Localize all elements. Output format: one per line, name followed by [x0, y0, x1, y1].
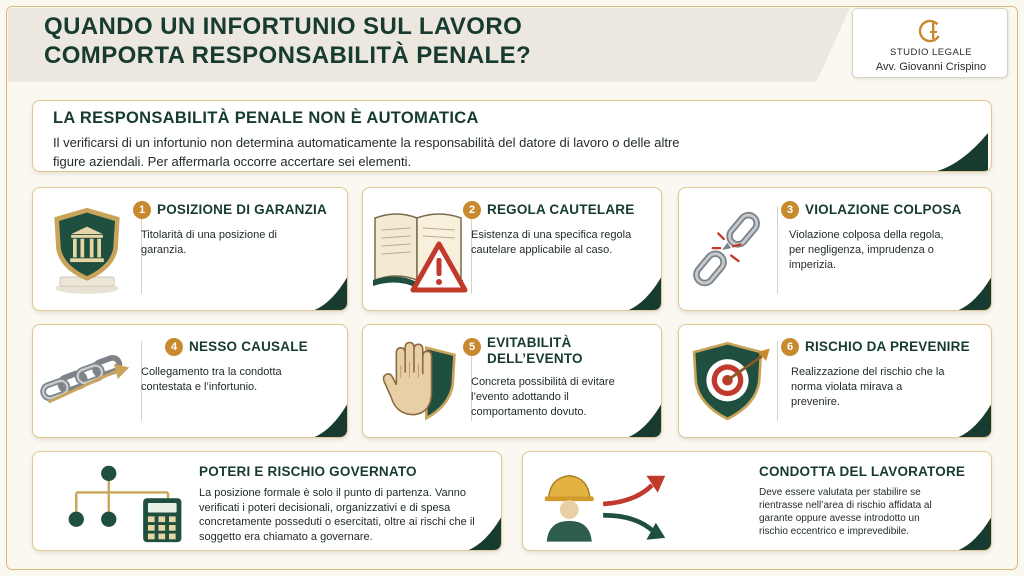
worker-text: Deve essere valutata per stabilire se rientrasse nell’area di rischio affidata al garante oppure avesse introdotto un rischio eccentrico e imprevedibile.	[759, 487, 932, 537]
element-card-1	[32, 187, 348, 311]
element-title: REGOLA CAUTELARE	[487, 202, 635, 217]
target-shield-icon	[687, 333, 775, 431]
element-title: EVITABILITÀ DELL’EVENTO	[487, 335, 583, 366]
corner-accent	[623, 401, 662, 438]
title-line-1: QUANDO UN INFORTUNIO SUL LAVORO	[44, 13, 523, 40]
intro-card	[32, 100, 992, 172]
element-number: 6	[781, 338, 799, 356]
element-number: 5	[463, 338, 481, 356]
element-title: RISCHIO DA PREVENIRE	[805, 339, 970, 354]
corner-accent	[309, 274, 348, 311]
hand-shield-icon	[377, 335, 465, 431]
element-number: 4	[165, 338, 183, 356]
element-text: Concreta possibilità di evitare l’evento adottando il comportamento dovuto.	[471, 376, 615, 418]
card-divider	[777, 341, 778, 421]
book-warning-icon	[369, 202, 469, 296]
element-card-4	[32, 324, 348, 438]
corner-accent	[463, 514, 502, 551]
corner-accent	[953, 274, 992, 311]
worker-card	[522, 451, 992, 551]
org-chart-calculator-icon	[61, 460, 189, 546]
element-card-6	[678, 324, 992, 438]
card-divider	[777, 206, 778, 294]
logo-firm-name: STUDIO LEGALE	[890, 47, 972, 58]
element-text: Collegamento tra la condotta contestata e l’infortunio.	[141, 366, 282, 393]
worker-title: CONDOTTA DEL LAVORATORE	[759, 464, 966, 479]
element-text: Titolarità di una posizione di garanzia.	[141, 229, 277, 256]
element-number: 2	[463, 201, 481, 219]
law-firm-logo	[852, 8, 1008, 78]
intro-text: Il verificarsi di un infortunio non determina automaticamente la responsabilità del datore di lavoro o delle altre figure aziendali. Per affermarla occorre accertare sei elementi.	[53, 135, 680, 169]
corner-accent	[923, 133, 992, 172]
shield-courthouse-icon	[45, 196, 129, 302]
title-line-2: COMPORTA RESPONSABILITÀ PENALE?	[44, 42, 532, 69]
broken-chain-icon	[687, 200, 779, 300]
element-title: NESSO CAUSALE	[189, 339, 308, 354]
corner-accent	[309, 401, 348, 438]
logo-lawyer-name: Avv. Giovanni Crispino	[875, 61, 987, 73]
page-title	[44, 12, 844, 70]
chain-arrow-icon	[39, 345, 135, 415]
element-card-3	[678, 187, 992, 311]
powers-text: La posizione formale è solo il punto di partenza. Vanno verificati i poteri decisionali, organizzativi e di spesa concretamente posseduti o esercitati, oltre ai rischi che il soggetto era chiamato a governare.	[199, 487, 475, 543]
element-title: POSIZIONE DI GARANZIA	[157, 202, 327, 217]
corner-accent	[623, 274, 662, 311]
element-title: VIOLAZIONE COLPOSA	[805, 202, 962, 217]
worker-arrows-icon	[541, 460, 701, 546]
corner-accent	[953, 401, 992, 438]
element-card-5	[362, 324, 662, 438]
corner-accent	[953, 514, 992, 551]
element-number: 1	[133, 201, 151, 219]
intro-title: LA RESPONSABILITÀ PENALE NON È AUTOMATICA	[53, 109, 479, 127]
powers-card	[32, 451, 502, 551]
firm-monogram-icon	[917, 17, 945, 45]
element-text: Realizzazione del rischio che la norma violata mirava a prevenire.	[791, 366, 945, 408]
element-text: Esistenza di una specifica regola cautelare applicabile al caso.	[471, 229, 632, 256]
powers-title: POTERI E RISCHIO GOVERNATO	[199, 464, 417, 479]
element-text: Violazione colposa della regola, per negligenza, imprudenza o imperizia.	[789, 229, 944, 271]
element-number: 3	[781, 201, 799, 219]
element-card-2	[362, 187, 662, 311]
